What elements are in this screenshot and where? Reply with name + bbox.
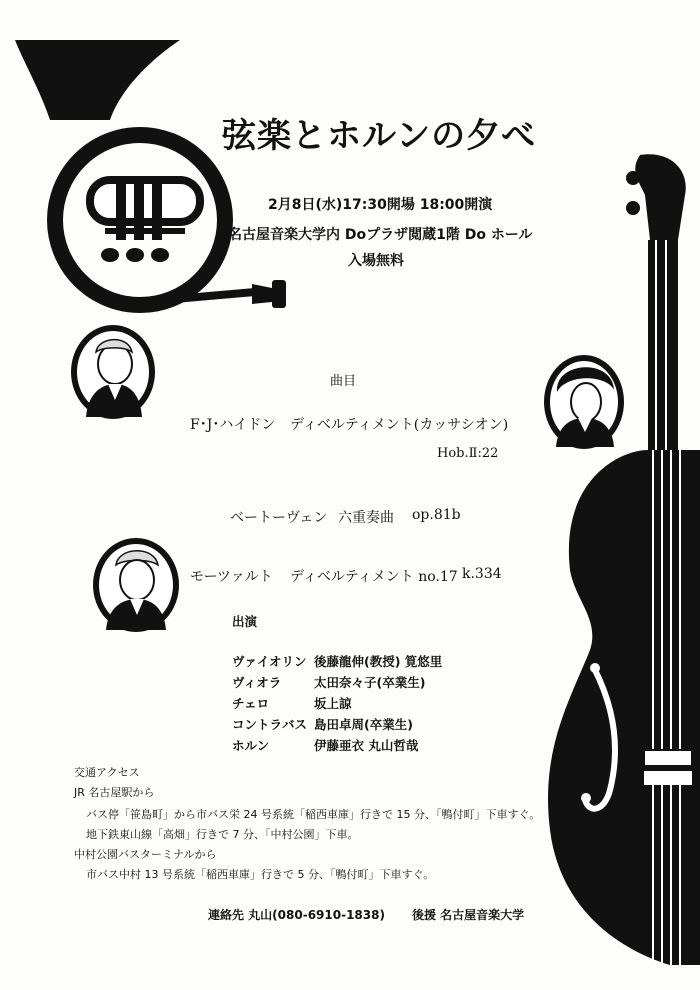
program-piece-composer: F･J･ハイドン (190, 417, 276, 433)
program-piece-composer: ベートーヴェン (230, 510, 328, 526)
haydn-portrait (68, 322, 158, 422)
performer-instrument: コントラバス (232, 717, 308, 732)
performer-instrument: ヴィオラ (232, 675, 282, 690)
performer-instrument: チェロ (232, 696, 270, 711)
access-from-terminal: 中村公園バスターミナルから (74, 848, 217, 861)
program-piece-work: 六重奏曲 (338, 510, 394, 526)
performer-names: 伊藤亜衣 丸山哲哉 (314, 738, 419, 753)
page-title: 弦楽とホルンの夕べ (222, 116, 537, 156)
event-datetime: 2月8日(水)17:30開場 18:00開演 (268, 197, 493, 213)
event-venue: 名古屋音楽大学内 Doプラザ閲蔵1階 Do ホール (228, 227, 533, 243)
program-piece-catalog: Hob.Ⅱ:22 (437, 446, 499, 461)
beethoven-portrait (542, 352, 626, 452)
program-piece-catalog: op.81b (412, 507, 461, 523)
contrabass-illustration (520, 150, 700, 980)
program-piece-work: ディベルティメント(カッサシオン) (290, 417, 509, 433)
program-heading: 曲目 (330, 374, 357, 389)
program-piece-catalog: k.334 (462, 566, 502, 582)
program-piece-composer: モーツァルト (190, 569, 273, 585)
performer-names: 後藤龍伸(教授) 筧悠里 (314, 654, 443, 669)
access-heading: 交通アクセス (74, 766, 140, 779)
sponsor-info: 後援 名古屋音楽大学 (412, 908, 525, 922)
performer-names: 太田奈々子(卒業生) (314, 675, 426, 690)
performer-instrument: ホルン (232, 738, 270, 753)
access-route: 市バス中村 13 号系統「稲西車庫」行きで 5 分、「鴨付町」下車すぐ。 (86, 868, 435, 881)
access-from-station: JR 名古屋駅から (74, 786, 155, 799)
access-route: バス停「笹島町」から市バス栄 24 号系統「稲西車庫」行きで 15 分、「鴨付町」下車すぐ。 (86, 808, 541, 821)
horn-illustration (10, 30, 300, 330)
mozart-portrait (90, 535, 182, 635)
performers-heading: 出演 (232, 614, 258, 629)
performer-instrument: ヴァイオリン (232, 654, 307, 669)
performer-names: 坂上諒 (314, 696, 352, 711)
access-route: 地下鉄東山線「高畑」行きで 7 分、「中村公園」下車。 (86, 828, 359, 841)
contact-info: 連絡先 丸山(080-6910-1838) (208, 908, 385, 922)
event-admission: 入場無料 (348, 253, 404, 269)
program-piece-work: ディベルティメント no.17 (290, 569, 458, 585)
performer-names: 島田卓周(卒業生) (314, 717, 413, 732)
